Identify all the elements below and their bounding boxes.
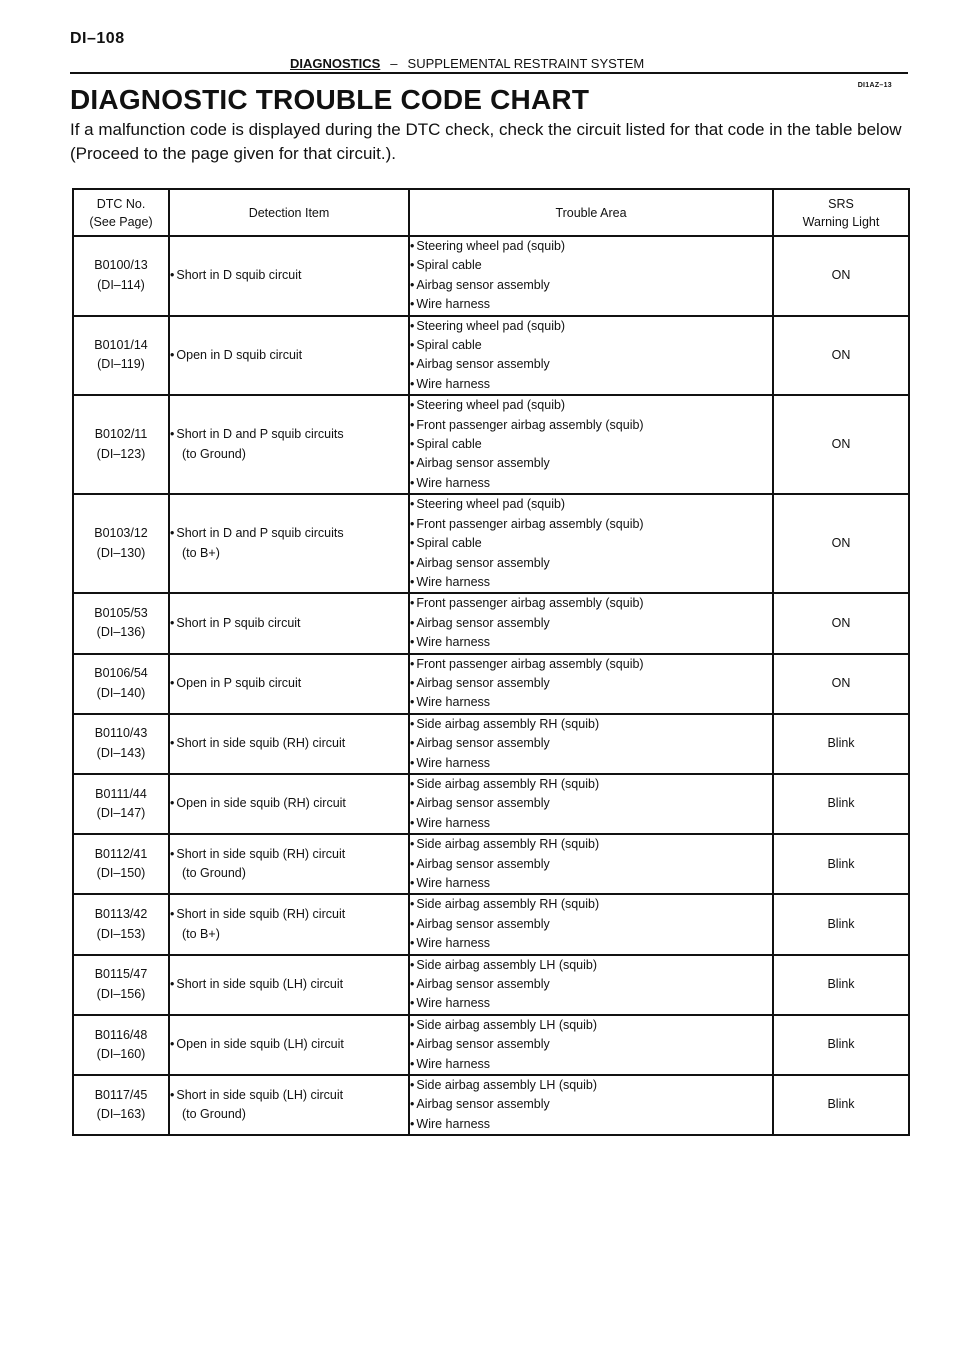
header-light-line1: SRS xyxy=(828,196,854,211)
table-body xyxy=(73,236,909,1135)
trouble-area-cell xyxy=(409,236,773,316)
trouble-area-cell xyxy=(409,316,773,396)
detection-item: • Open in D squib circuit xyxy=(170,346,408,365)
trouble-area-item: • Front passenger airbag assembly (squib) xyxy=(410,515,772,534)
trouble-area-item: • Airbag sensor assembly xyxy=(410,794,772,813)
trouble-area-cell xyxy=(409,714,773,774)
dtc-cell xyxy=(73,955,169,1015)
warning-light-cell xyxy=(773,774,909,834)
trouble-area-cell xyxy=(409,955,773,1015)
trouble-area-item: • Wire harness xyxy=(410,934,772,953)
trouble-area-item: • Airbag sensor assembly xyxy=(410,734,772,753)
dtc-table xyxy=(72,188,910,1136)
warning-light-status: Blink xyxy=(827,856,855,871)
dtc-page-ref: (DI–163) xyxy=(96,1107,146,1122)
detection-cell xyxy=(169,834,409,894)
trouble-area-item: • Wire harness xyxy=(410,754,772,773)
detection-sub: (to B+) xyxy=(182,545,220,560)
table-row xyxy=(73,494,909,593)
trouble-area-item: • Side airbag assembly LH (squib) xyxy=(410,956,772,975)
trouble-area-item: • Airbag sensor assembly xyxy=(410,1095,772,1114)
dtc-code: B0116/48 xyxy=(94,1027,148,1042)
warning-light-status: Blink xyxy=(827,916,855,931)
dtc-code: B0103/12 xyxy=(94,526,148,541)
trouble-area-item: • Spiral cable xyxy=(410,256,772,275)
dtc-code: B0111/44 xyxy=(95,786,147,801)
dtc-page-ref: (DI–114) xyxy=(97,277,145,292)
trouble-area-item: • Airbag sensor assembly xyxy=(410,915,772,934)
detection-item: • Open in P squib circuit xyxy=(170,674,408,693)
table-row xyxy=(73,714,909,774)
warning-light-cell xyxy=(773,494,909,593)
trouble-area-item: • Wire harness xyxy=(410,573,772,592)
detection-cell xyxy=(169,395,409,494)
detection-cell xyxy=(169,654,409,714)
table-row xyxy=(73,955,909,1015)
warning-light-status: Blink xyxy=(827,796,855,811)
header-separator: – xyxy=(390,56,398,71)
dtc-page-ref: (DI–123) xyxy=(96,446,146,461)
dtc-cell xyxy=(73,593,169,653)
detection-sub: (to Ground) xyxy=(182,446,246,461)
trouble-area-item: • Side airbag assembly RH (squib) xyxy=(410,895,772,914)
detection-sub: (to Ground) xyxy=(182,1107,246,1122)
detection-cell xyxy=(169,593,409,653)
detection-cell xyxy=(169,774,409,834)
trouble-area-item: • Airbag sensor assembly xyxy=(410,975,772,994)
trouble-area-item: • Airbag sensor assembly xyxy=(410,454,772,473)
detection-item: • Short in D squib circuit xyxy=(170,266,408,285)
warning-light-status: Blink xyxy=(827,1097,855,1112)
dtc-page-ref: (DI–156) xyxy=(96,986,146,1001)
dtc-code: B0105/53 xyxy=(94,606,148,621)
trouble-area-item: • Steering wheel pad (squib) xyxy=(410,317,772,336)
detection-cell xyxy=(169,1015,409,1075)
header-light-line2: Warning Light xyxy=(802,214,880,229)
trouble-area-item: • Spiral cable xyxy=(410,336,772,355)
dtc-page-ref: (DI–143) xyxy=(96,745,146,760)
warning-light-status: ON xyxy=(831,615,851,630)
detection-item: • Short in side squib (LH) circuit xyxy=(170,975,408,994)
header-dtc xyxy=(73,189,169,236)
dtc-cell xyxy=(73,1015,169,1075)
dtc-page-ref: (DI–130) xyxy=(96,545,146,560)
detection-item: • Short in side squib (RH) circuit xyxy=(170,905,408,924)
dtc-code: B0117/45 xyxy=(94,1087,148,1102)
table-row xyxy=(73,834,909,894)
dtc-cell xyxy=(73,236,169,316)
dtc-cell xyxy=(73,1075,169,1135)
section-title: DIAGNOSTICS xyxy=(290,56,381,71)
trouble-area-item: • Wire harness xyxy=(410,1115,772,1134)
dtc-cell xyxy=(73,494,169,593)
trouble-area-item: • Airbag sensor assembly xyxy=(410,355,772,374)
detection-sub: (to Ground) xyxy=(182,866,246,881)
dtc-code: B0102/11 xyxy=(94,427,148,442)
dtc-page-ref: (DI–136) xyxy=(96,625,146,640)
trouble-area-item: • Airbag sensor assembly xyxy=(410,1035,772,1054)
detection-item: • Short in D and P squib circuits xyxy=(170,425,408,444)
trouble-area-item: • Side airbag assembly RH (squib) xyxy=(410,715,772,734)
table-row xyxy=(73,395,909,494)
trouble-area-item: • Wire harness xyxy=(410,295,772,314)
warning-light-status: ON xyxy=(831,347,851,362)
warning-light-cell xyxy=(773,236,909,316)
trouble-area-cell xyxy=(409,494,773,593)
trouble-area-item: • Spiral cable xyxy=(410,435,772,454)
dtc-cell xyxy=(73,894,169,954)
trouble-area-item: • Wire harness xyxy=(410,633,772,652)
trouble-area-cell xyxy=(409,774,773,834)
trouble-area-item: • Wire harness xyxy=(410,693,772,712)
table-row xyxy=(73,1015,909,1075)
warning-light-status: ON xyxy=(831,536,851,551)
dtc-cell xyxy=(73,316,169,396)
detection-cell xyxy=(169,894,409,954)
trouble-area-item: • Side airbag assembly RH (squib) xyxy=(410,775,772,794)
dtc-page-ref: (DI–140) xyxy=(96,685,146,700)
detection-cell xyxy=(169,316,409,396)
page-id: DI–108 xyxy=(70,30,125,47)
detection-item: • Short in D and P squib circuits xyxy=(170,524,408,543)
trouble-area-cell xyxy=(409,593,773,653)
warning-light-cell xyxy=(773,316,909,396)
table-row xyxy=(73,894,909,954)
table-row xyxy=(73,1075,909,1135)
warning-light-cell xyxy=(773,714,909,774)
detection-item: • Open in side squib (LH) circuit xyxy=(170,1035,408,1054)
trouble-area-item: • Front passenger airbag assembly (squib) xyxy=(410,594,772,613)
warning-light-cell xyxy=(773,654,909,714)
dtc-cell xyxy=(73,834,169,894)
trouble-area-item: • Airbag sensor assembly xyxy=(410,674,772,693)
dtc-page-ref: (DI–160) xyxy=(96,1046,146,1061)
warning-light-cell xyxy=(773,834,909,894)
dtc-cell xyxy=(73,714,169,774)
detection-item: • Short in side squib (RH) circuit xyxy=(170,845,408,864)
dtc-page-ref: (DI–147) xyxy=(96,806,146,821)
detection-cell xyxy=(169,494,409,593)
detection-sub: (to B+) xyxy=(182,926,220,941)
trouble-area-item: • Spiral cable xyxy=(410,534,772,553)
table-row xyxy=(73,593,909,653)
dtc-page-ref: (DI–153) xyxy=(96,926,146,941)
detection-cell xyxy=(169,714,409,774)
trouble-area-item: • Wire harness xyxy=(410,814,772,833)
intro-text: If a malfunction code is displayed during the DTC check, check the circuit listed for that code in the table below (Proceed to the page given for that circuit.). xyxy=(70,120,902,163)
trouble-area-item: • Steering wheel pad (squib) xyxy=(410,237,772,256)
warning-light-status: ON xyxy=(831,437,851,452)
dtc-cell xyxy=(73,395,169,494)
dtc-code: B0115/47 xyxy=(94,967,148,982)
table-row xyxy=(73,654,909,714)
trouble-area-item: • Side airbag assembly LH (squib) xyxy=(410,1076,772,1095)
trouble-area-item: • Wire harness xyxy=(410,994,772,1013)
warning-light-status: Blink xyxy=(827,977,855,992)
header-light xyxy=(773,189,909,236)
trouble-area-cell xyxy=(409,395,773,494)
dtc-code: B0110/43 xyxy=(94,726,148,741)
detection-item: • Short in side squib (RH) circuit xyxy=(170,734,408,753)
trouble-area-item: • Airbag sensor assembly xyxy=(410,554,772,573)
trouble-area-item: • Side airbag assembly RH (squib) xyxy=(410,835,772,854)
dtc-cell xyxy=(73,654,169,714)
warning-light-status: Blink xyxy=(827,736,855,751)
table-row xyxy=(73,774,909,834)
trouble-area-cell xyxy=(409,894,773,954)
dtc-code: B0106/54 xyxy=(94,666,148,681)
trouble-area-item: • Wire harness xyxy=(410,874,772,893)
trouble-area-item: • Front passenger airbag assembly (squib) xyxy=(410,416,772,435)
trouble-area-item: • Wire harness xyxy=(410,1055,772,1074)
dtc-cell xyxy=(73,774,169,834)
detection-item: • Short in side squib (LH) circuit xyxy=(170,1086,408,1105)
dtc-page-ref: (DI–119) xyxy=(97,357,145,372)
detection-cell xyxy=(169,955,409,1015)
table-row xyxy=(73,236,909,316)
detection-item: • Short in P squib circuit xyxy=(170,614,408,633)
trouble-area-item: • Wire harness xyxy=(410,474,772,493)
doc-code: DI1AZ–13 xyxy=(857,82,892,89)
dtc-code: B0101/14 xyxy=(94,338,148,353)
warning-light-cell xyxy=(773,1015,909,1075)
subsection-title: SUPPLEMENTAL RESTRAINT SYSTEM xyxy=(407,56,645,71)
warning-light-status: ON xyxy=(831,675,851,690)
trouble-area-item: • Airbag sensor assembly xyxy=(410,276,772,295)
warning-light-cell xyxy=(773,955,909,1015)
header-rule xyxy=(70,72,908,74)
trouble-area-item: • Steering wheel pad (squib) xyxy=(410,495,772,514)
warning-light-cell xyxy=(773,593,909,653)
page-title: DIAGNOSTIC TROUBLE CODE CHART xyxy=(70,84,590,115)
detection-cell xyxy=(169,1075,409,1135)
trouble-area-item: • Airbag sensor assembly xyxy=(410,855,772,874)
header-dtc-line2: (See Page) xyxy=(89,214,153,229)
trouble-area-cell xyxy=(409,1075,773,1135)
running-header xyxy=(290,56,644,71)
header-detection: Detection Item xyxy=(169,189,409,236)
header-dtc-line1: DTC No. xyxy=(96,196,146,211)
trouble-area-item: • Wire harness xyxy=(410,375,772,394)
dtc-code: B0113/42 xyxy=(94,907,148,922)
dtc-code: B0100/13 xyxy=(94,258,148,273)
trouble-area-item: • Front passenger airbag assembly (squib) xyxy=(410,655,772,674)
trouble-area-item: • Airbag sensor assembly xyxy=(410,614,772,633)
warning-light-status: Blink xyxy=(827,1037,855,1052)
warning-light-status: ON xyxy=(831,268,851,283)
table-row xyxy=(73,316,909,396)
table-header-row xyxy=(73,189,909,236)
dtc-code: B0112/41 xyxy=(94,846,148,861)
warning-light-cell xyxy=(773,894,909,954)
trouble-area-item: • Steering wheel pad (squib) xyxy=(410,396,772,415)
detection-item: • Open in side squib (RH) circuit xyxy=(170,794,408,813)
trouble-area-cell xyxy=(409,1015,773,1075)
warning-light-cell xyxy=(773,1075,909,1135)
trouble-area-cell xyxy=(409,654,773,714)
header-area: Trouble Area xyxy=(409,189,773,236)
trouble-area-item: • Side airbag assembly LH (squib) xyxy=(410,1016,772,1035)
warning-light-cell xyxy=(773,395,909,494)
dtc-page-ref: (DI–150) xyxy=(96,866,146,881)
trouble-area-cell xyxy=(409,834,773,894)
detection-cell xyxy=(169,236,409,316)
